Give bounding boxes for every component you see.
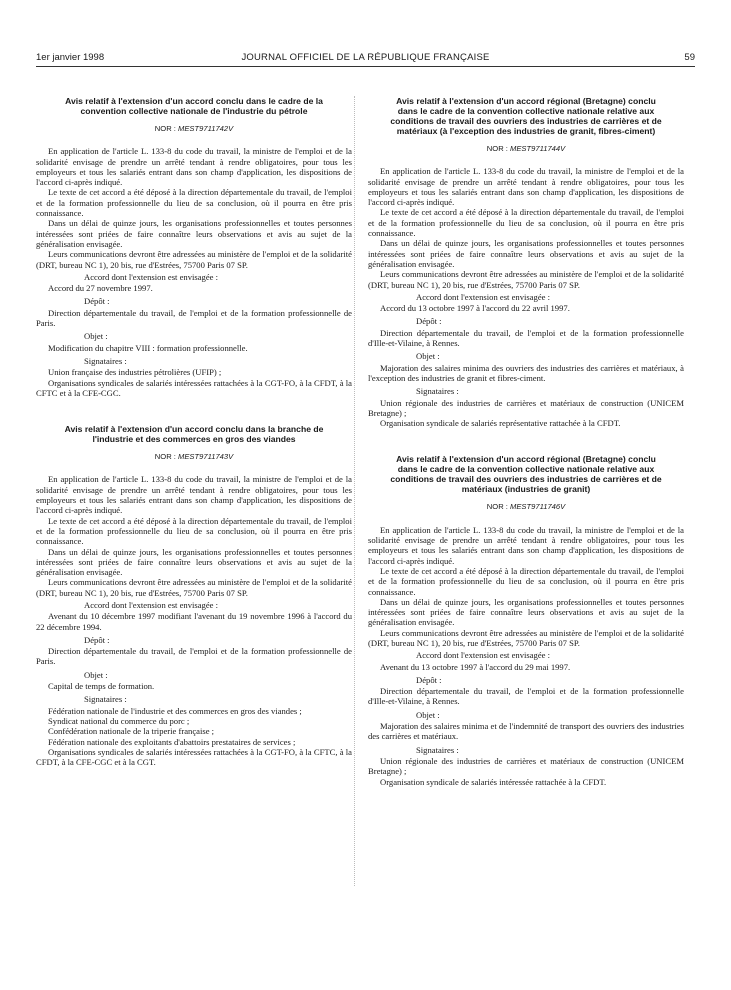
nor-code: MEST9711744V xyxy=(510,144,566,153)
header-journal-title: JOURNAL OFFICIEL DE LA RÉPUBLIQUE FRANÇAISE xyxy=(241,52,490,63)
article-title: Avis relatif à l'extension d'un accord régional (Bretagne) conclu dans le cadre de la convention collective nationale relative aux conditions de travail des ouvriers des industries de carrières et de matériaux (industries de granit) xyxy=(390,454,662,495)
depot-label: Dépôt : xyxy=(84,634,110,645)
article xyxy=(36,424,352,767)
article-paragraph: Leurs communications devront être adressées au ministère de l'emploi et de la solidarité (DRT, bureau NC 1), 20 bis, rue d'Estrées, 75700 Paris 07 SP. xyxy=(36,577,352,598)
signataire-item: Fédération nationale de l'industrie et des commerces en gros des viandes ; xyxy=(48,705,302,716)
article-title: Avis relatif à l'extension d'un accord conclu dans le cadre de la convention collective nationale de l'industrie du pétrole xyxy=(65,96,323,116)
signataires-label: Signataires : xyxy=(416,386,459,397)
article-paragraph: Le texte de cet accord a été déposé à la direction départementale du travail, de l'emploi et de la formation professionnelle du lieu de sa conclusion, où il pourra en être pris connaissance. xyxy=(36,187,352,219)
article-paragraph: Dans un délai de quinze jours, les organisations professionnelles et toutes personnes intéressées sont priées de faire connaître leurs observations et avis au sujet de la généralisation envisagée. xyxy=(36,218,352,249)
article xyxy=(368,454,684,786)
signataire-item: Union régionale des industries de carrières et matériaux de construction (UNICEM Bretagne) ; xyxy=(368,755,684,777)
signataire-item: Union française des industries pétrolières (UFIP) ; xyxy=(48,367,222,378)
article-paragraph: En application de l'article L. 133-8 du code du travail, la ministre de l'emploi et de la solidarité envisage de prendre un arrêté tendant à rendre obligatoires, pour tous les employeurs et tous les salariés entrant dans son champ d'application, les dispositions de l'accord ci-après indiqué. xyxy=(36,146,352,188)
nor-code: MEST9711746V xyxy=(510,502,566,512)
depot-value: Direction départementale du travail, de l'emploi et de la formation professionnelle d'Ille-et-Vilaine, à Rennes. xyxy=(368,327,684,349)
article-paragraph: Leurs communications devront être adressées au ministère de l'emploi et de la solidarité (DRT, bureau NC 1), 20 bis, rue d'Estrées, 75700 Paris 07 SP. xyxy=(368,269,684,290)
nor-label: NOR : xyxy=(486,502,508,512)
objet-value: Majoration des salaires minima des ouvriers des industries des carrières et matériaux, à l'exception des industries de granit et fibres-ciment. xyxy=(368,362,684,383)
left-column xyxy=(36,96,352,767)
nor-reference xyxy=(36,124,352,134)
signataire-item: Organisations syndicales de salariés intéressées rattachées à la CGT-FO, à la CFTC, à la CFDT, à la CFE-CGC et à la CGT. xyxy=(36,746,352,768)
depot-value: Direction départementale du travail, de l'emploi et de la formation professionnelle de Paris. xyxy=(36,646,352,667)
signataires-label: Signataires : xyxy=(84,355,127,366)
signataire-item: Fédération nationale des exploitants d'abattoirs prestataires de services ; xyxy=(48,736,296,747)
signataire-item: Confédération nationale de la triperie française ; xyxy=(48,726,215,737)
signataire-item: Union régionale des industries de carrières et matériaux de construction (UNICEM Bretagne) ; xyxy=(368,397,684,418)
signataire-item: Syndicat national du commerce du porc ; xyxy=(48,715,190,726)
signataire-item: Organisations syndicales de salariés intéressées rattachées à la CGT-FO, à la CFDT, à la CFTC et à la CFE-CGC. xyxy=(36,377,352,398)
signataire-item: Organisation syndicale de salariés intéressée rattachée à la CFDT. xyxy=(380,776,607,787)
article-paragraph: Le texte de cet accord a été déposé à la direction départementale du travail, de l'emploi et de la formation professionnelle du lieu de sa conclusion, où il pourra en être pris connaissance. xyxy=(36,515,352,547)
accord-value: Avenant du 13 octobre 1997 à l'accord du 29 mai 1997. xyxy=(380,661,571,672)
accord-label: Accord dont l'extension est envisagée : xyxy=(84,271,218,282)
depot-label: Dépôt : xyxy=(84,296,110,307)
header-date: 1er janvier 1998 xyxy=(36,52,105,63)
header-rule xyxy=(36,66,695,67)
objet-value: Capital de temps de formation. xyxy=(48,681,155,692)
depot-value: Direction départementale du travail, de l'emploi et de la formation professionnelle de Paris. xyxy=(36,307,352,329)
article-paragraph: Le texte de cet accord a été déposé à la direction départementale du travail, de l'emploi et de la formation professionnelle du lieu de sa conclusion, où il pourra en être pris connaissance. xyxy=(368,565,684,597)
accord-label: Accord dont l'extension est envisagée : xyxy=(416,650,550,661)
objet-value: Majoration des salaires minima et de l'indemnité de transport des ouvriers des industries des carrières et matériaux. xyxy=(368,721,684,742)
depot-label: Dépôt : xyxy=(416,316,442,327)
article-paragraph: Dans un délai de quinze jours, les organisations professionnelles et toutes personnes intéressées sont priées de faire connaître leurs observations et avis au sujet de la généralisation envisagée. xyxy=(36,546,352,578)
accord-value: Accord du 27 novembre 1997. xyxy=(48,283,153,294)
article-paragraph: Leurs communications devront être adressées au ministère de l'emploi et de la solidarité (DRT, bureau NC 1), 20 bis, rue d'Estrées, 75700 Paris 07 SP. xyxy=(368,627,684,648)
article-title: Avis relatif à l'extension d'un accord régional (Bretagne) conclu dans le cadre de la convention collective nationale relative aux conditions de travail des ouvriers des industries de carrières et de matériaux (à l'exception des industries de granit, fibres-ciment) xyxy=(390,96,662,136)
article xyxy=(368,96,684,428)
objet-label: Objet : xyxy=(84,669,108,680)
column-separator xyxy=(354,96,355,886)
article-paragraph: En application de l'article L. 133-8 du code du travail, la ministre de l'emploi et de la solidarité envisage de prendre un arrêté tendant à rendre obligatoires, pour tous les employeurs et tous les salariés entrant dans son champ d'application, les dispositions de l'accord ci-après indiqué. xyxy=(368,166,684,208)
nor-label: NOR : xyxy=(154,452,176,462)
nor-code: MEST9711742V xyxy=(178,124,234,133)
nor-code: MEST9711743V xyxy=(178,452,234,462)
depot-value: Direction départementale du travail, de l'emploi et de la formation professionnelle d'Ille-et-Vilaine, à Rennes. xyxy=(368,686,684,707)
nor-label: NOR : xyxy=(486,144,508,153)
article-paragraph: Dans un délai de quinze jours, les organisations professionnelles et toutes personnes intéressées sont priées de faire connaître leurs observations et avis au sujet de la généralisation envisagée. xyxy=(368,596,684,628)
nor-reference xyxy=(368,144,684,154)
header-page-number: 59 xyxy=(684,52,695,63)
article-title: Avis relatif à l'extension d'un accord conclu dans la branche de l'industrie et des commerces en gros des viandes xyxy=(64,424,324,445)
nor-reference xyxy=(36,452,352,462)
nor-reference xyxy=(368,502,684,512)
objet-label: Objet : xyxy=(416,351,440,362)
article-paragraph: Leurs communications devront être adressées au ministère de l'emploi et de la solidarité (DRT, bureau NC 1), 20 bis, rue d'Estrées, 75700 Paris 07 SP. xyxy=(36,249,352,270)
right-column xyxy=(368,96,684,787)
objet-label: Objet : xyxy=(84,331,108,342)
accord-value: Accord du 13 octobre 1997 à l'accord du 22 avril 1997. xyxy=(380,303,570,314)
objet-label: Objet : xyxy=(416,709,440,720)
article-paragraph: Dans un délai de quinze jours, les organisations professionnelles et toutes personnes intéressées sont priées de faire connaître leurs observations et avis au sujet de la généralisation envisagée. xyxy=(368,238,684,269)
signataires-label: Signataires : xyxy=(416,744,459,755)
article-paragraph: En application de l'article L. 133-8 du code du travail, la ministre de l'emploi et de la solidarité envisage de prendre un arrêté tendant à rendre obligatoires, pour tous les employeurs et tous les salariés entrant dans son champ d'application, les dispositions de l'accord ci-après indiqué. xyxy=(36,474,352,516)
article-paragraph: Le texte de cet accord a été déposé à la direction départementale du travail, de l'emploi et de la formation professionnelle du lieu de sa conclusion, où il pourra en être pris connaissance. xyxy=(368,207,684,239)
accord-value: Avenant du 10 décembre 1997 modifiant l'avenant du 19 novembre 1996 à l'accord du 22 décembre 1994. xyxy=(36,611,352,632)
signataire-item: Organisation syndicale de salariés représentative rattachée à la CFDT. xyxy=(380,418,621,429)
accord-label: Accord dont l'extension est envisagée : xyxy=(84,599,218,610)
accord-label: Accord dont l'extension est envisagée : xyxy=(416,291,550,302)
nor-label: NOR : xyxy=(154,124,176,133)
article xyxy=(36,96,352,398)
objet-value: Modification du chapitre VIII : formation professionnelle. xyxy=(48,342,248,353)
signataires-label: Signataires : xyxy=(84,694,127,705)
article-paragraph: En application de l'article L. 133-8 du code du travail, la ministre de l'emploi et de la solidarité envisage de prendre un arrêté tendant à rendre obligatoires, pour tous les employeurs et tous les salariés entrant dans son champ d'application, les dispositions de l'accord ci-après indiqué. xyxy=(368,524,684,566)
depot-label: Dépôt : xyxy=(416,674,442,685)
